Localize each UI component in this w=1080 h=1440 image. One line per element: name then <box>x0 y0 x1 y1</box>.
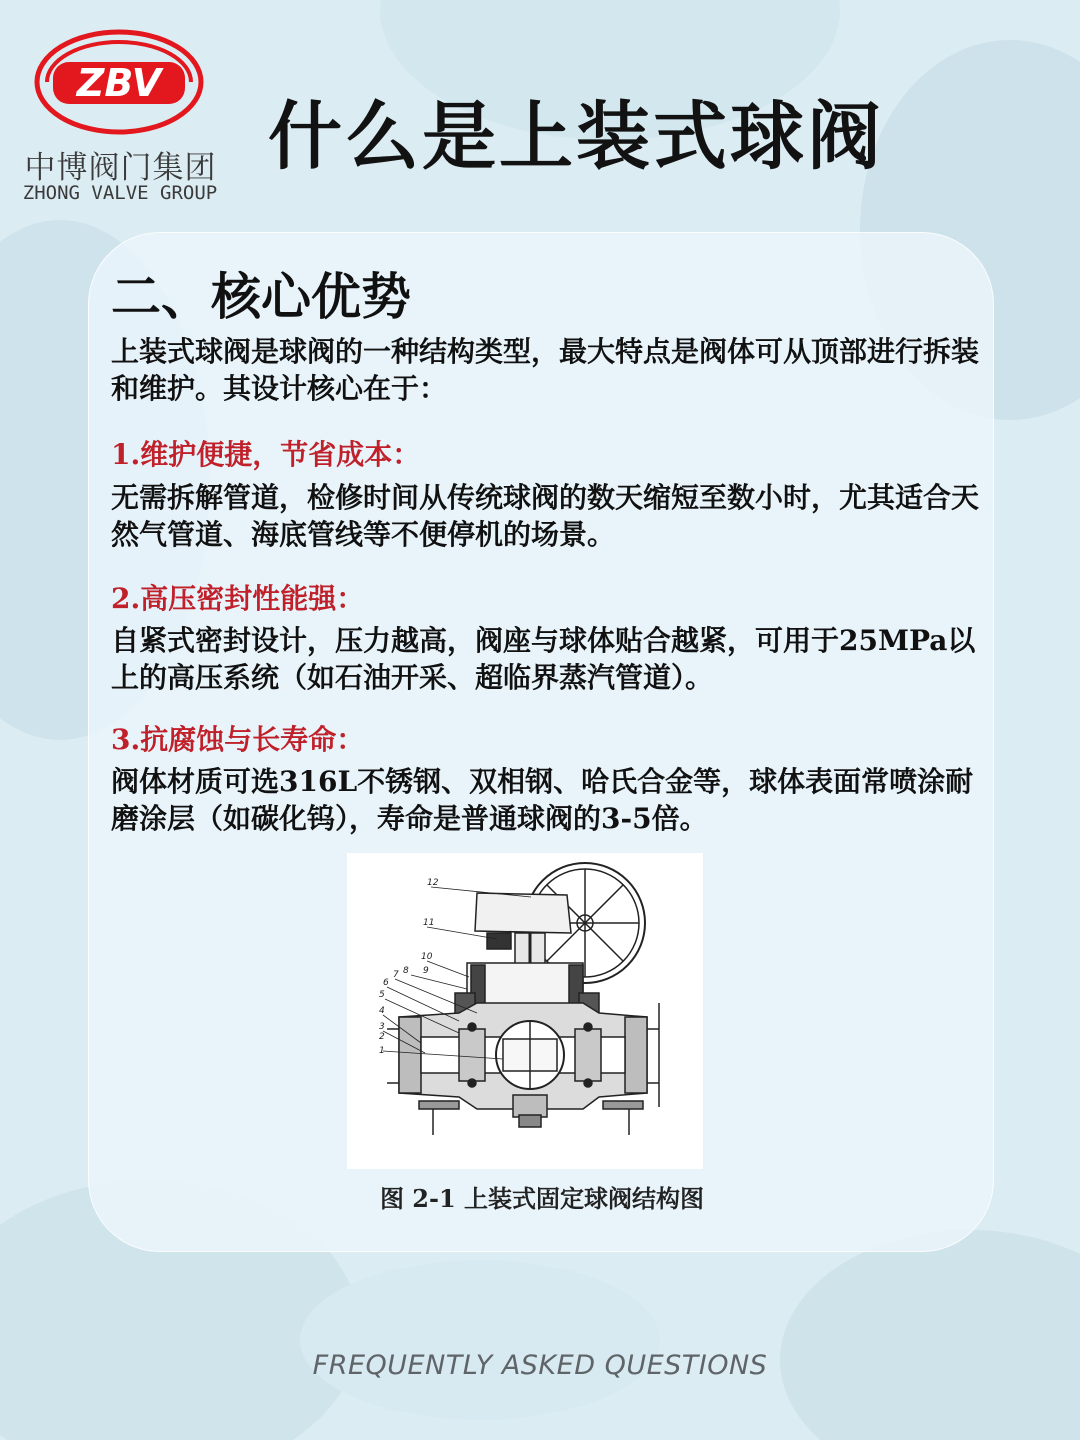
footer-text: FREQUENTLY ASKED QUESTIONS <box>312 1350 768 1381</box>
figure-caption: 图 2-1 上装式固定球阀结构图 <box>379 1184 705 1213</box>
part-label: 4 <box>379 1006 385 1016</box>
part-label: 9 <box>423 966 429 976</box>
part-label: 3 <box>379 1022 385 1032</box>
brand-name-cn: 中博阀门集团 <box>24 150 217 186</box>
page-title: 什么是上装式球阀 <box>268 94 884 180</box>
brand-name-en: ZHONG VALVE GROUP <box>22 182 218 204</box>
part-label: 7 <box>393 970 399 980</box>
valve-structure-diagram <box>347 853 703 1169</box>
part-label: 8 <box>403 966 409 976</box>
part-label: 11 <box>423 918 435 928</box>
part-label: 2 <box>379 1032 385 1042</box>
part-label: 10 <box>421 952 433 962</box>
point-3-body: 阀体材质可选316L不锈钢、双相钢、哈氏合金等，球体表面常喷涂耐磨涂层（如碳化钨），寿命是普通球阀的3-5倍。 <box>111 765 974 835</box>
point-2-body: 自紧式密封设计，压力越高，阀座与球体贴合越紧，可用于25MPa以上的高压系统（如石油开采、超临界蒸汽管道）。 <box>111 624 976 694</box>
part-label: 12 <box>427 878 439 888</box>
logo-text: ZBV <box>76 61 162 105</box>
ball-valve-drawing <box>347 853 703 1169</box>
point-2-title: 2.高压密封性能强： <box>111 582 365 615</box>
part-label: 5 <box>379 990 385 1000</box>
section-heading: 二、核心优势 <box>111 268 411 326</box>
point-3-title: 3.抗腐蚀与长寿命： <box>111 723 365 756</box>
intro-paragraph: 上装式球阀是球阀的一种结构类型，最大特点是阀体可从顶部进行拆装和维护。其设计核心在于： <box>111 335 980 405</box>
point-1-title: 1.维护便捷，节省成本： <box>111 438 421 471</box>
content-card <box>88 232 994 1252</box>
part-label: 6 <box>383 978 389 988</box>
point-1-body: 无需拆解管道，检修时间从传统球阀的数天缩短至数小时，尤其适合天然气管道、海底管线等不便停机的场景。 <box>111 481 980 551</box>
part-label: 1 <box>379 1046 385 1056</box>
zbv-logo-icon <box>33 28 205 136</box>
brand-logo <box>6 20 231 204</box>
